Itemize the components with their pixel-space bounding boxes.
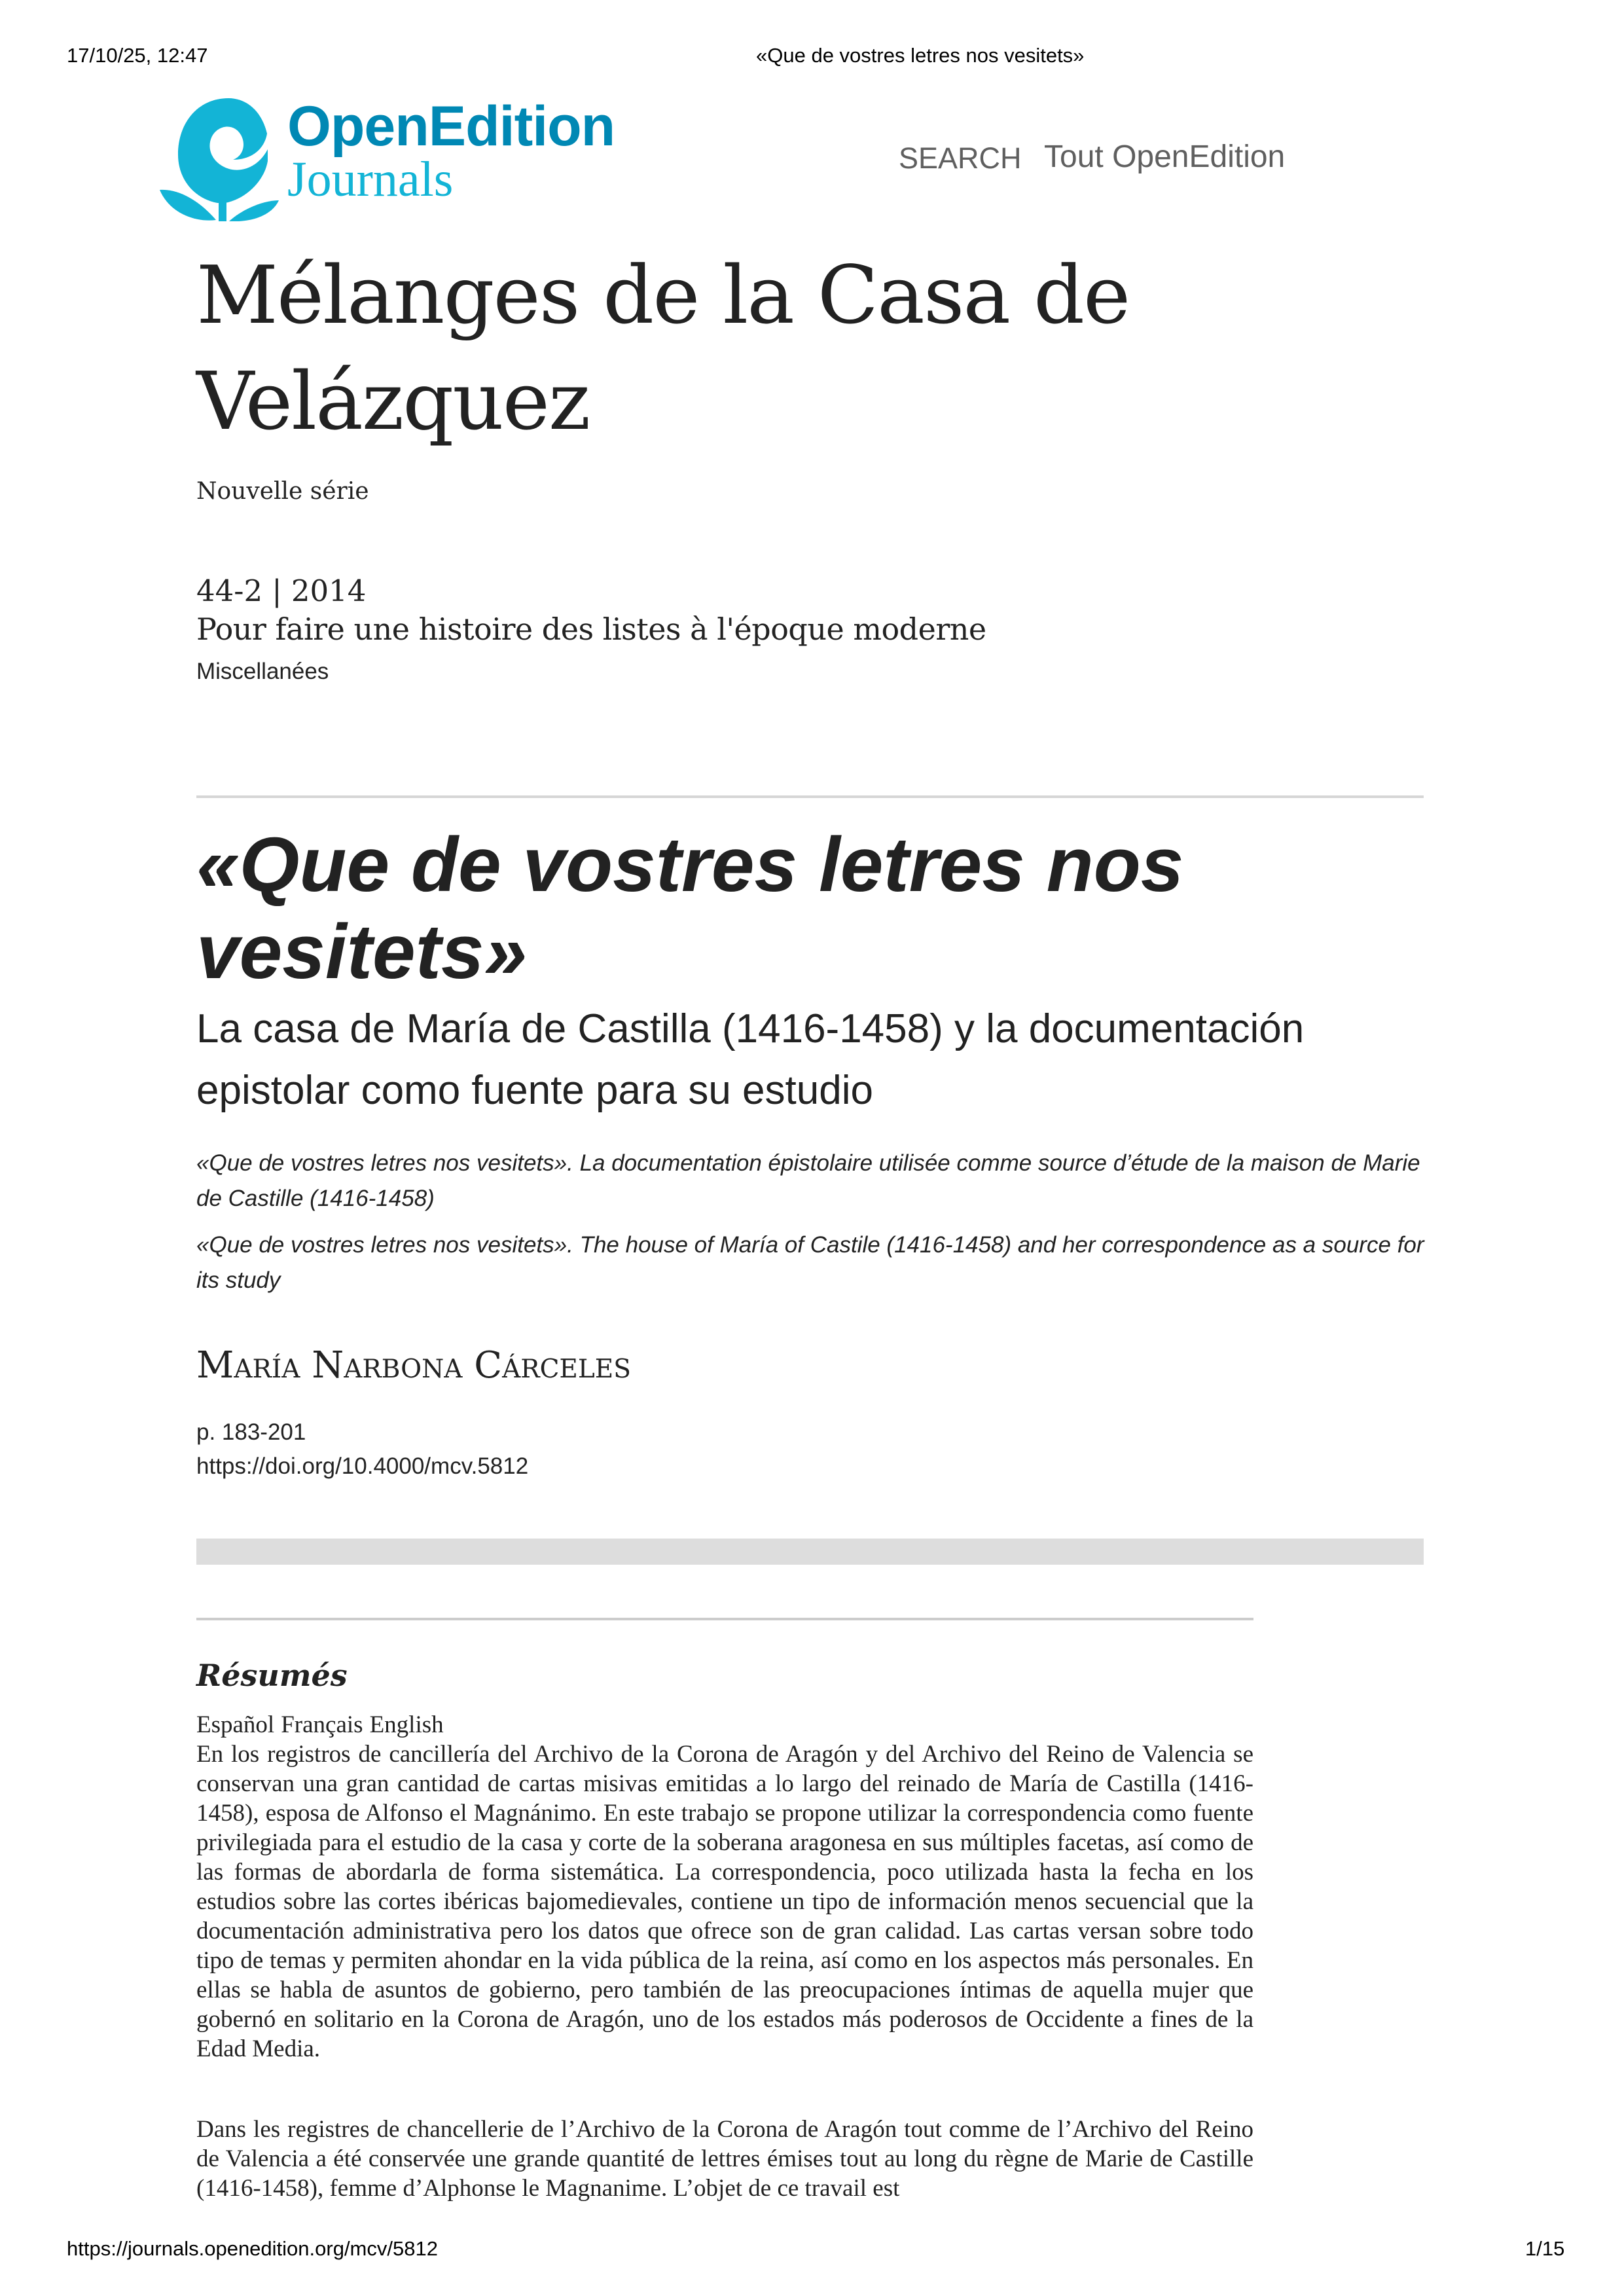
nav-search-link[interactable]: SEARCH bbox=[899, 141, 1022, 175]
print-footer-page: 1/15 bbox=[1525, 2237, 1565, 2260]
logo-product-text: Journals bbox=[287, 152, 454, 207]
logo-brand-text: OpenEdition bbox=[287, 95, 615, 158]
author-name[interactable]: María Narbona Cárceles bbox=[196, 1344, 631, 1387]
openedition-journals-logo[interactable] bbox=[160, 97, 644, 221]
abstracts-heading: Résumés bbox=[196, 1658, 348, 1693]
issue-title[interactable]: Pour faire une histoire des listes à l'époque moderne bbox=[196, 611, 986, 647]
article-subtitle bbox=[196, 998, 1440, 1121]
flower-e-logo-icon bbox=[160, 97, 284, 221]
article-title-line1: «Que de vostres letres nos bbox=[196, 822, 1184, 908]
print-footer-url: https://journals.openedition.org/mcv/5812 bbox=[67, 2237, 438, 2260]
issue-number[interactable]: 44-2 | 2014 bbox=[196, 574, 367, 608]
article-title-line2: vesitets» bbox=[196, 909, 528, 995]
lang-link-english[interactable]: English bbox=[369, 1711, 444, 1738]
alt-title-english: «Que de vostres letres nos vesitets». The house of María of Castile (1416-1458) and her correspondence as a source for its study bbox=[196, 1232, 1424, 1293]
divider bbox=[196, 1618, 1253, 1620]
article-subtitle-line2: epistolar como fuente para su estudio bbox=[196, 1068, 873, 1113]
divider bbox=[196, 795, 1424, 798]
journal-title[interactable] bbox=[196, 242, 1440, 454]
alt-title-french: «Que de vostres letres nos vesitets». La documentation épistolaire utilisée comme source d’étude de la maison de Marie de Castille (1416-1458) bbox=[196, 1150, 1420, 1211]
doi-link[interactable]: https://doi.org/10.4000/mcv.5812 bbox=[196, 1453, 529, 1479]
lang-link-espanol[interactable]: Español bbox=[196, 1711, 275, 1738]
article-subtitle-line1: La casa de María de Castilla (1416-1458) y la documentación bbox=[196, 1006, 1305, 1051]
print-datetime: 17/10/25, 12:47 bbox=[67, 44, 208, 67]
journal-title-line1: Mélanges de la Casa de bbox=[196, 249, 1130, 342]
journal-title-line2: Velázquez bbox=[196, 355, 590, 448]
abstract-french: Dans les registres de chancellerie de l’Archivo de la Corona de Aragón tout comme de l’Archivo del Reino de Valencia a été conservée une grande quantité de lettres émises tout au long du règne de Marie de Castille (1416-1458), femme d’Alphonse le Magnanime. L’objet de ce travail est bbox=[196, 2116, 1253, 2202]
lang-link-francais[interactable]: Français bbox=[281, 1711, 363, 1738]
article-rubric[interactable]: Miscellanées bbox=[196, 659, 329, 684]
toolbar-placeholder-bar bbox=[196, 1539, 1424, 1565]
abstract-spanish: En los registros de cancillería del Archivo de la Corona de Aragón y del Archivo del Reino de Valencia se conservan una gran cantidad de cartas misivas emitidas a lo largo del reinado de María de Castilla (1416-1458), esposa de Alfonso el Magnánimo. En este trabajo se propone utilizar la correspondencia como fuente privilegiada para el estudio de la casa y corte de la soberana aragonesa en sus múltiples facetas, así como de las formas de abordarla de forma sistemática. La correspondencia, poco utilizada hasta la fecha en los estudios sobre las cortes ibéricas bajomedievales, contiene un tipo de información menos secuencial que la documentación administrativa pero los datos que ofrece son de gran calidad. Las cartas versan sobre todo tipo de temas y permiten ahondar en la vida pública de la reina, así como en los aspectos más personales. En ellas se habla de asuntos de gobierno, pero también de las preocupaciones íntimas de aquella mujer que gobernó en solitario en la Corona de Aragón, uno de los estados más poderosos de Occidente a fines de la Edad Media. bbox=[196, 1741, 1253, 2062]
nav-tout-openedition-link[interactable]: Tout OpenEdition bbox=[1044, 139, 1286, 174]
page-range: p. 183-201 bbox=[196, 1419, 306, 1445]
article-title bbox=[196, 822, 1440, 996]
journal-series: Nouvelle série bbox=[196, 478, 369, 505]
print-page-title: «Que de vostres letres nos vesitets» bbox=[756, 44, 1085, 67]
abstract-language-switcher bbox=[196, 1710, 450, 1740]
